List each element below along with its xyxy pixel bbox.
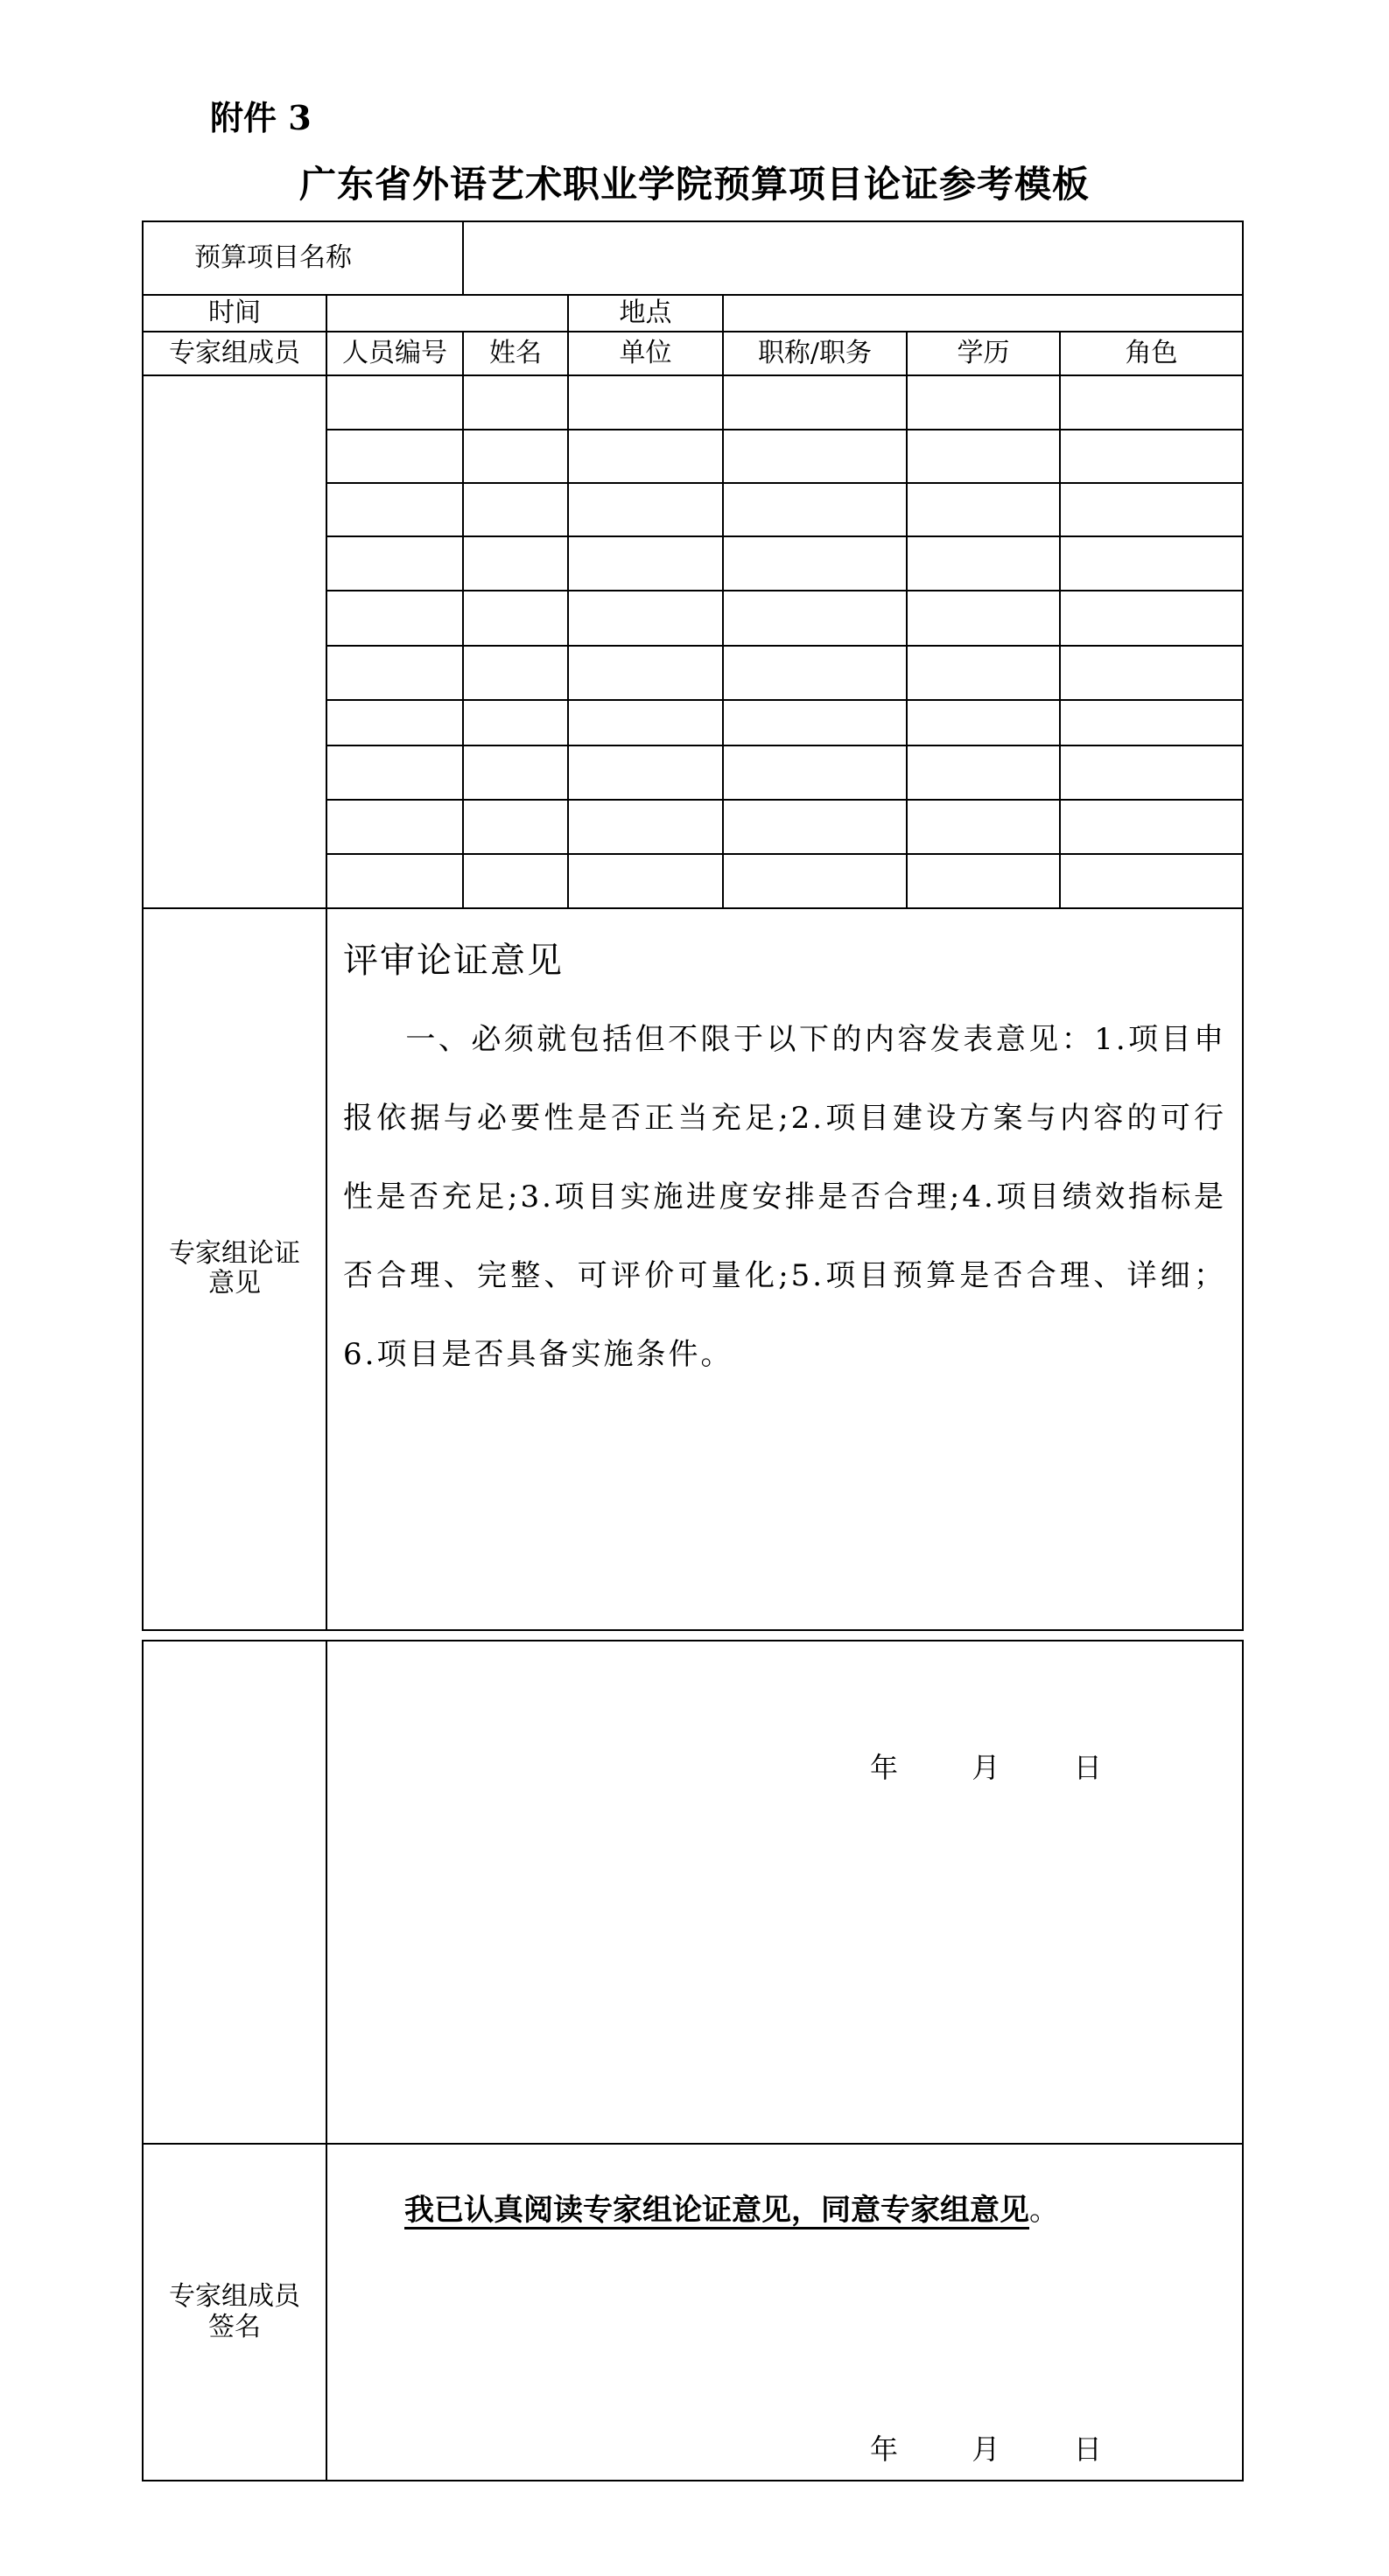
signature-side-label (143, 2144, 326, 2481)
column-header: 学历 (907, 332, 1060, 375)
member-name-cell[interactable] (463, 746, 568, 800)
member-name-cell[interactable] (463, 800, 568, 854)
member-id-cell[interactable] (326, 483, 463, 536)
member-unit-cell[interactable] (568, 800, 723, 854)
member-unit-cell[interactable] (568, 700, 723, 746)
member-education-cell[interactable] (907, 483, 1060, 536)
member-unit-cell[interactable] (568, 646, 723, 700)
member-education-cell[interactable] (907, 646, 1060, 700)
member-name-cell[interactable] (463, 536, 568, 591)
member-id-cell[interactable] (326, 375, 463, 430)
member-id-cell[interactable] (326, 854, 463, 908)
time-label: 时间 (143, 295, 326, 332)
opinion-continuation-side (143, 1641, 326, 2144)
member-role-cell[interactable] (1060, 646, 1243, 700)
member-title-cell[interactable] (723, 700, 907, 746)
opinion-cell[interactable] (326, 908, 1243, 1630)
location-field[interactable] (723, 295, 1243, 332)
member-title-cell[interactable] (723, 800, 907, 854)
confirm-statement (404, 2194, 1059, 2228)
member-title-cell[interactable] (723, 536, 907, 591)
member-title-cell[interactable] (723, 483, 907, 536)
member-unit-cell[interactable] (568, 430, 723, 483)
member-education-cell[interactable] (907, 536, 1060, 591)
member-id-cell[interactable] (326, 430, 463, 483)
member-role-cell[interactable] (1060, 591, 1243, 645)
member-id-cell[interactable] (326, 646, 463, 700)
document-title: 广东省外语艺术职业学院预算项目论证参考模板 (298, 163, 1090, 206)
member-role-cell[interactable] (1060, 375, 1243, 430)
member-education-cell[interactable] (907, 746, 1060, 800)
time-field[interactable] (326, 295, 568, 332)
location-label: 地点 (568, 295, 723, 332)
signature-date (870, 2433, 1102, 2466)
member-unit-cell[interactable] (568, 483, 723, 536)
opinion-instructions: 一、必须就包括但不限于以下的内容发表意见：1.项目申报依据与必要性是否正当充足;2.项目建设方案与内容的可行性是否充足;3.项目实施进度安排是否合理;4.项目绩效指标是否合理、完整、可评价可量化;5.项目预算是否合理、详细；6.项目是否具备实施条件。 (343, 1021, 1227, 1372)
date-year: 年 (870, 1751, 899, 1784)
member-role-cell[interactable] (1060, 700, 1243, 746)
date-month: 月 (972, 1751, 1000, 1784)
member-id-cell[interactable] (326, 746, 463, 800)
member-id-cell[interactable] (326, 591, 463, 645)
project-name-label: 预算项目名称 (143, 221, 463, 295)
member-title-cell[interactable] (723, 646, 907, 700)
member-title-cell[interactable] (723, 854, 907, 908)
member-education-cell[interactable] (907, 700, 1060, 746)
date-day: 日 (1073, 1751, 1102, 1784)
date-day: 日 (1073, 2432, 1102, 2466)
member-unit-cell[interactable] (568, 746, 723, 800)
member-id-cell[interactable] (326, 536, 463, 591)
member-role-cell[interactable] (1060, 483, 1243, 536)
signature-table (142, 1640, 1242, 2480)
member-role-cell[interactable] (1060, 800, 1243, 854)
member-unit-cell[interactable] (568, 536, 723, 591)
signature-side-label-text: 专家组成员签名 (169, 2281, 300, 2342)
member-education-cell[interactable] (907, 430, 1060, 483)
column-header: 职称/职务 (723, 332, 907, 375)
member-id-cell[interactable] (326, 700, 463, 746)
member-unit-cell[interactable] (568, 375, 723, 430)
opinion-heading: 评审论证意见 (343, 940, 564, 981)
expert-members-blank (143, 375, 326, 908)
column-header: 人员编号 (326, 332, 463, 375)
expert-members-label: 专家组成员 (143, 332, 326, 375)
column-header: 姓名 (463, 332, 568, 375)
member-unit-cell[interactable] (568, 854, 723, 908)
date-year: 年 (870, 2432, 899, 2466)
member-role-cell[interactable] (1060, 536, 1243, 591)
member-unit-cell[interactable] (568, 591, 723, 645)
confirm-text: 我已认真阅读专家组论证意见，同意专家组意见 (404, 2193, 1029, 2228)
member-name-cell[interactable] (463, 483, 568, 536)
member-education-cell[interactable] (907, 591, 1060, 645)
member-education-cell[interactable] (907, 800, 1060, 854)
member-title-cell[interactable] (723, 746, 907, 800)
member-name-cell[interactable] (463, 375, 568, 430)
member-name-cell[interactable] (463, 591, 568, 645)
member-role-cell[interactable] (1060, 854, 1243, 908)
project-form-table (142, 220, 1242, 1631)
opinion-continuation-cell[interactable] (326, 1641, 1243, 2144)
opinion-side-label (143, 908, 326, 1630)
member-title-cell[interactable] (723, 591, 907, 645)
member-name-cell[interactable] (463, 700, 568, 746)
opinion-side-label-text: 专家组论证意见 (169, 1237, 300, 1299)
member-education-cell[interactable] (907, 854, 1060, 908)
table-row (143, 375, 1243, 430)
member-role-cell[interactable] (1060, 746, 1243, 800)
member-title-cell[interactable] (723, 375, 907, 430)
member-title-cell[interactable] (723, 430, 907, 483)
attachment-label: 附件 3 (210, 98, 312, 137)
column-header: 单位 (568, 332, 723, 375)
signature-cell[interactable] (326, 2144, 1243, 2481)
member-name-cell[interactable] (463, 430, 568, 483)
member-education-cell[interactable] (907, 375, 1060, 430)
member-id-cell[interactable] (326, 800, 463, 854)
member-name-cell[interactable] (463, 854, 568, 908)
confirm-text-end: 。 (1029, 2193, 1059, 2228)
member-name-cell[interactable] (463, 646, 568, 700)
opinion-date (870, 1752, 1102, 1784)
date-month: 月 (972, 2432, 1000, 2466)
column-header: 角色 (1060, 332, 1243, 375)
member-role-cell[interactable] (1060, 430, 1243, 483)
project-name-field[interactable] (463, 221, 1243, 295)
